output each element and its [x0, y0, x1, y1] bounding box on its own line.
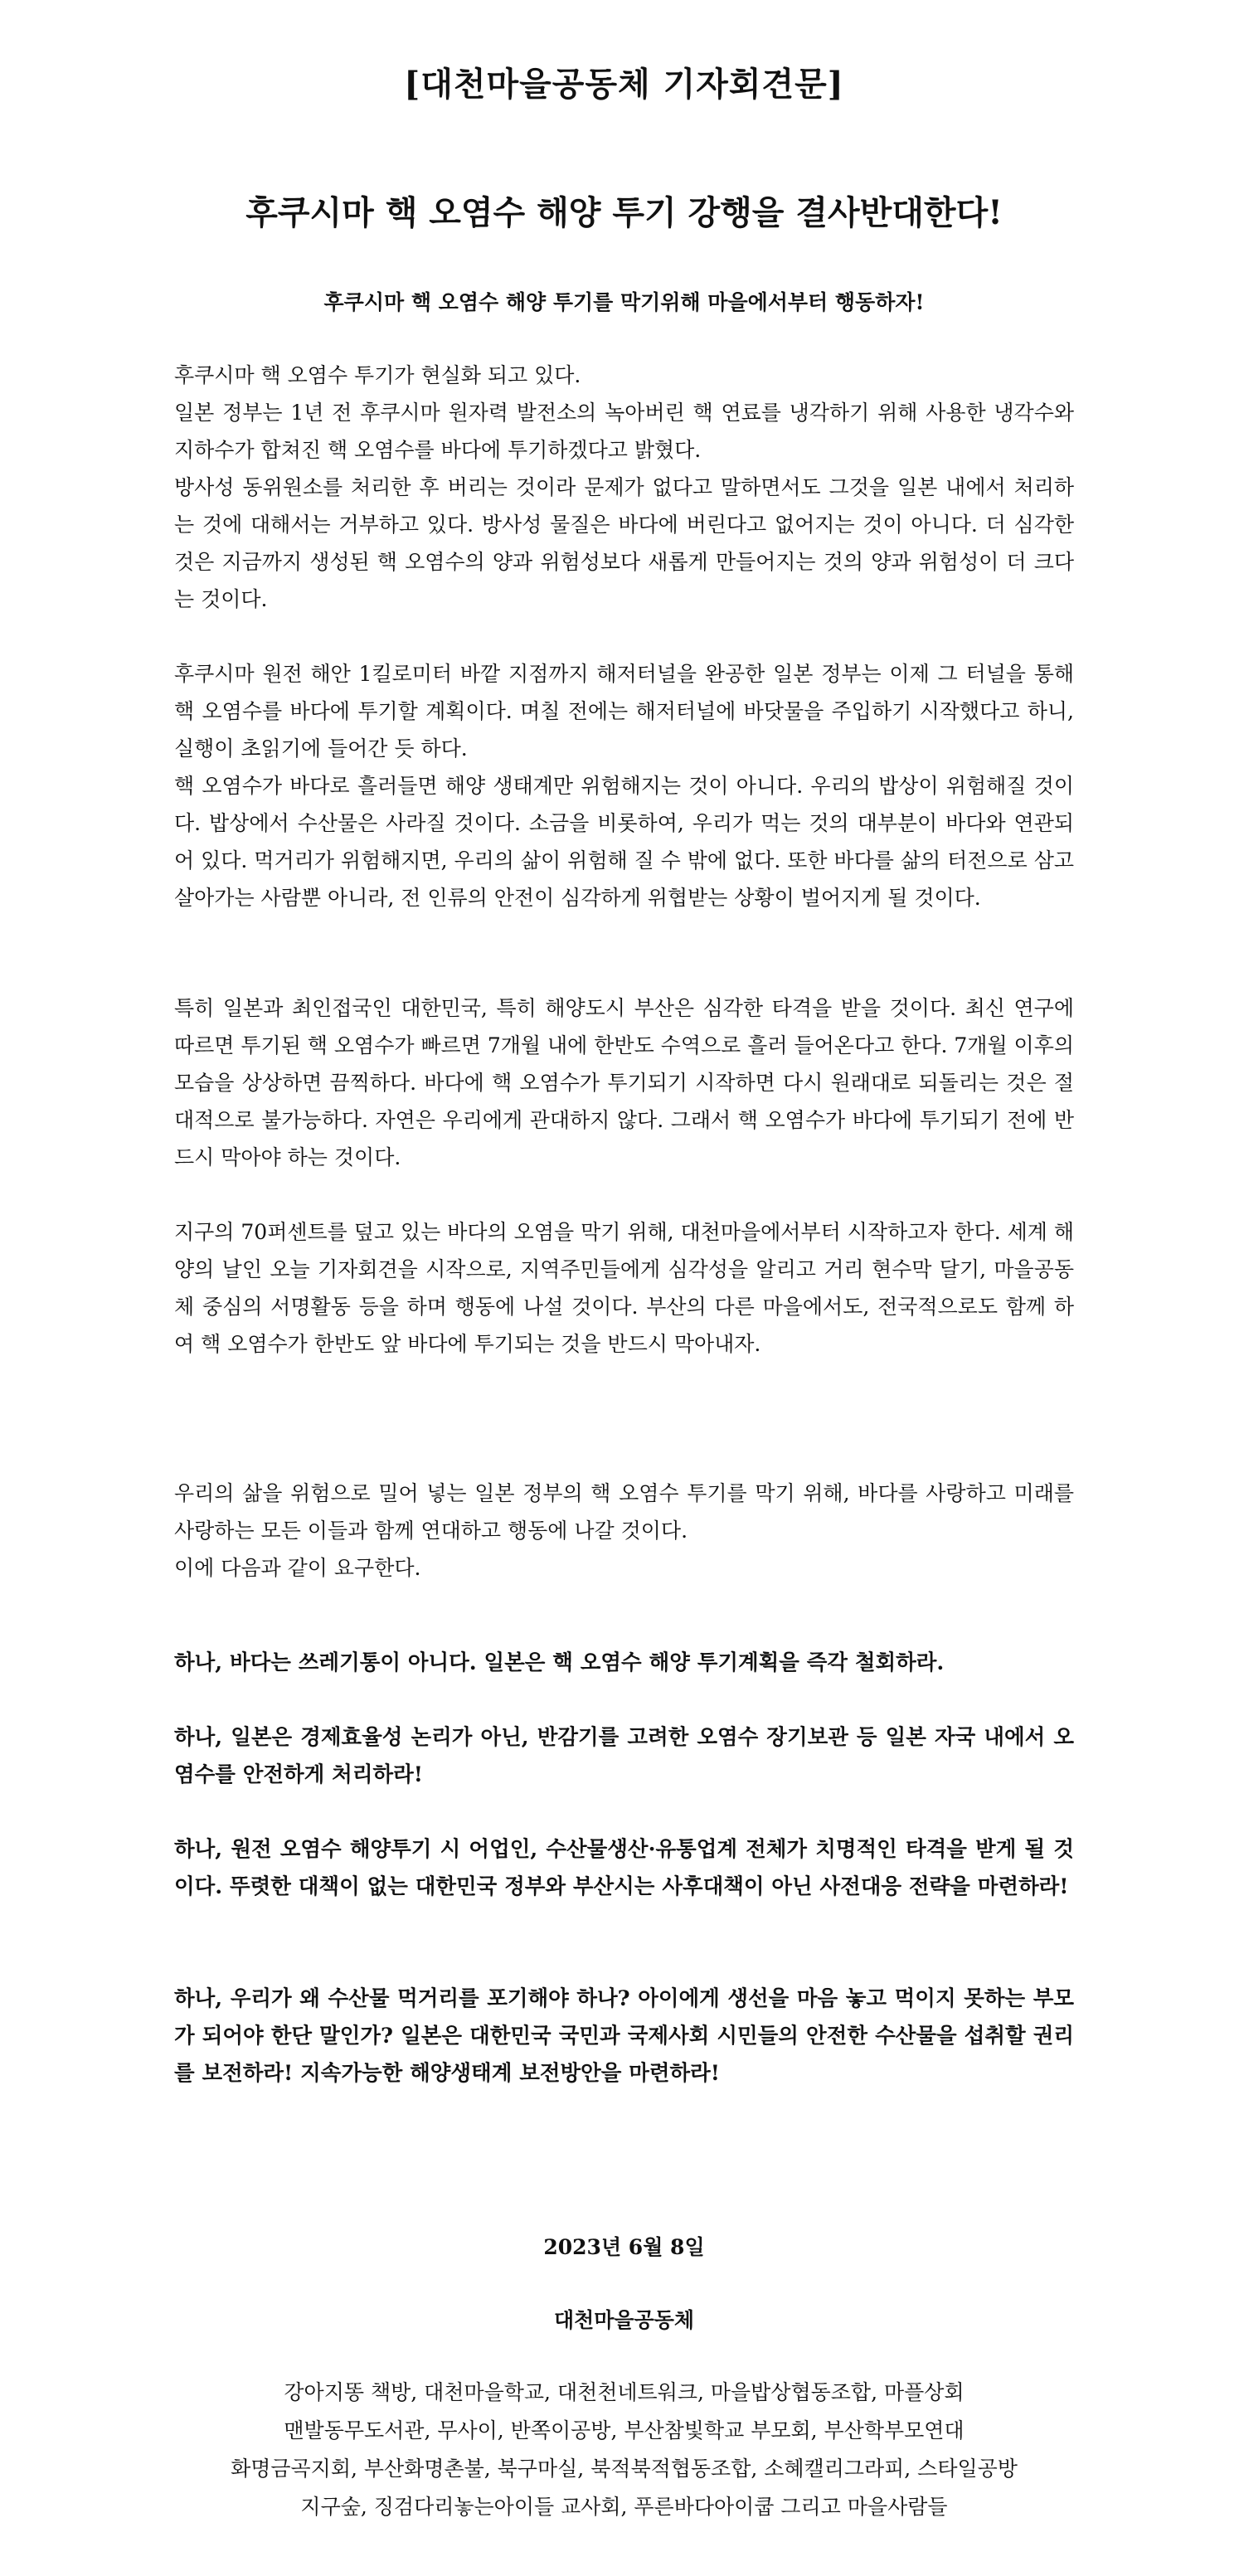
paragraph-2: 후쿠시마 원전 해안 1킬로미터 바깥 지점까지 해저터널을 완공한 일본 정부는 이제 그 터널을 통해 핵 오염수를 바다에 투기할 계획이다. 며칠 전에는 해저터널에 바닷물을 주입하기 시작했다고 하니, 실행이 초읽기에 들어간 듯 하다. 핵 오염수가 바다로 흘러들면 해양 생태계만 위험해지는 것이 아니다. 우리의 밥상이 위험해질 것이다. 밥상에서 수산물은 사라질 것이다. 소금을 비롯하여, 우리가 먹는 것의 대부분이 바다와 연관되어 있다. 먹거리가 위험해지면, 우리의 삶이 위험해 질 수 밖에 없다. 또한 바다를 삶의 터전으로 삼고 살아가는 사람뿐 아니라, 전 인류의 안전이 심각하게 위협받는 상황이 벌어지게 될 것이다.: [174, 662, 1074, 910]
paragraph-5: 우리의 삶을 위험으로 밀어 넣는 일본 정부의 핵 오염수 투기를 막기 위해, 바다를 사랑하고 미래를 사랑하는 모든 이들과 함께 연대하고 행동에 나갈 것이다. 이에 다음과 같이 요구한다.: [174, 1481, 1074, 1580]
statement-date: 2023년 6월 8일: [543, 2235, 705, 2259]
document-header: [대천마을공동체 기자회견문]: [404, 65, 844, 104]
document-title: 후쿠시마 핵 오염수 해양 투기 강행을 결사반대한다!: [245, 193, 1003, 232]
demand-1: 하나, 바다는 쓰레기통이 아니다. 일본은 핵 오염수 해양 투기계획을 즉각 철회하라.: [174, 1650, 945, 1675]
demand-4: 하나, 우리가 왜 수산물 먹거리를 포기해야 하나? 아이에게 생선을 마음 놓고 먹이지 못하는 부모가 되어야 한단 말인가? 일본은 대한민국 국민과 국제사회 시민들의 안전한 수산물을 섭취할 권리를 보전하라! 지속가능한 해양생태계 보전방안을 마련하라!: [174, 1986, 1074, 2086]
signatory-line: 맨발동무도서관, 무사이, 반쪽이공방, 부산참빛학교 부모회, 부산학부모연대: [284, 2418, 965, 2442]
signatory-line: 지구숲, 징검다리놓는아이들 교사회, 푸른바다아이쿱 그리고 마을사람들: [300, 2495, 948, 2519]
signatory-line: 강아지똥 책방, 대천마을학교, 대천천네트워크, 마을밥상협동조합, 마플상회: [284, 2380, 965, 2404]
paragraph-3: 특히 일본과 최인접국인 대한민국, 특히 해양도시 부산은 심각한 타격을 받을 것이다. 최신 연구에 따르면 투기된 핵 오염수가 빠르면 7개월 내에 한반도 수역으로 흘러 들어온다고 한다. 7개월 이후의 모습을 상상하면 끔찍하다. 바다에 핵 오염수가 투기되기 시작하면 다시 원래대로 되돌리는 것은 절대적으로 불가능하다. 자연은 우리에게 관대하지 않다. 그래서 핵 오염수가 바다에 투기되기 전에 반드시 막아야 하는 것이다.: [174, 996, 1074, 1169]
document-subtitle: 후쿠시마 핵 오염수 해양 투기를 막기위해 마을에서부터 행동하자!: [323, 290, 925, 314]
demand-2: 하나, 일본은 경제효율성 논리가 아닌, 반감기를 고려한 오염수 장기보관 등 일본 자국 내에서 오염수를 안전하게 처리하라!: [174, 1725, 1074, 1787]
signatory-line: 화명금곡지회, 부산화명촌불, 북구마실, 북적북적협동조합, 소혜캘리그라피, 스타일공방: [231, 2457, 1018, 2481]
organization-name: 대천마을공동체: [553, 2308, 695, 2332]
paragraph-1: 후쿠시마 핵 오염수 투기가 현실화 되고 있다. 일본 정부는 1년 전 후쿠시마 원자력 발전소의 녹아버린 핵 연료를 냉각하기 위해 사용한 냉각수와 지하수가 합쳐진 핵 오염수를 바다에 투기하겠다고 밝혔다. 방사성 동위원소를 처리한 후 버리는 것이라 문제가 없다고 말하면서도 그것을 일본 내에서 처리하는 것에 대해서는 거부하고 있다. 방사성 물질은 바다에 버린다고 없어지는 것이 아니다. 더 심각한 것은 지금까지 생성된 핵 오염수의 양과 위험성보다 새롭게 만들어지는 것의 양과 위험성이 더 크다는 것이다.: [174, 363, 1074, 611]
paragraph-4: 지구의 70퍼센트를 덮고 있는 바다의 오염을 막기 위해, 대천마을에서부터 시작하고자 한다. 세계 해양의 날인 오늘 기자회견을 시작으로, 지역주민들에게 심각성을 알리고 거리 현수막 달기, 마을공동체 중심의 서명활동 등을 하며 행동에 나설 것이다. 부산의 다른 마을에서도, 전국적으로도 함께 하여 핵 오염수가 한반도 앞 바다에 투기되는 것을 반드시 막아내자.: [174, 1220, 1074, 1356]
signatory-list: [174, 2374, 1074, 2526]
demand-3: 하나, 원전 오염수 해양투기 시 어업인, 수산물생산·유통업계 전체가 치명적인 타격을 받게 될 것이다. 뚜렷한 대책이 없는 대한민국 정부와 부산시는 사후대책이 아닌 사전대응 전략을 마련하라!: [174, 1837, 1074, 1899]
